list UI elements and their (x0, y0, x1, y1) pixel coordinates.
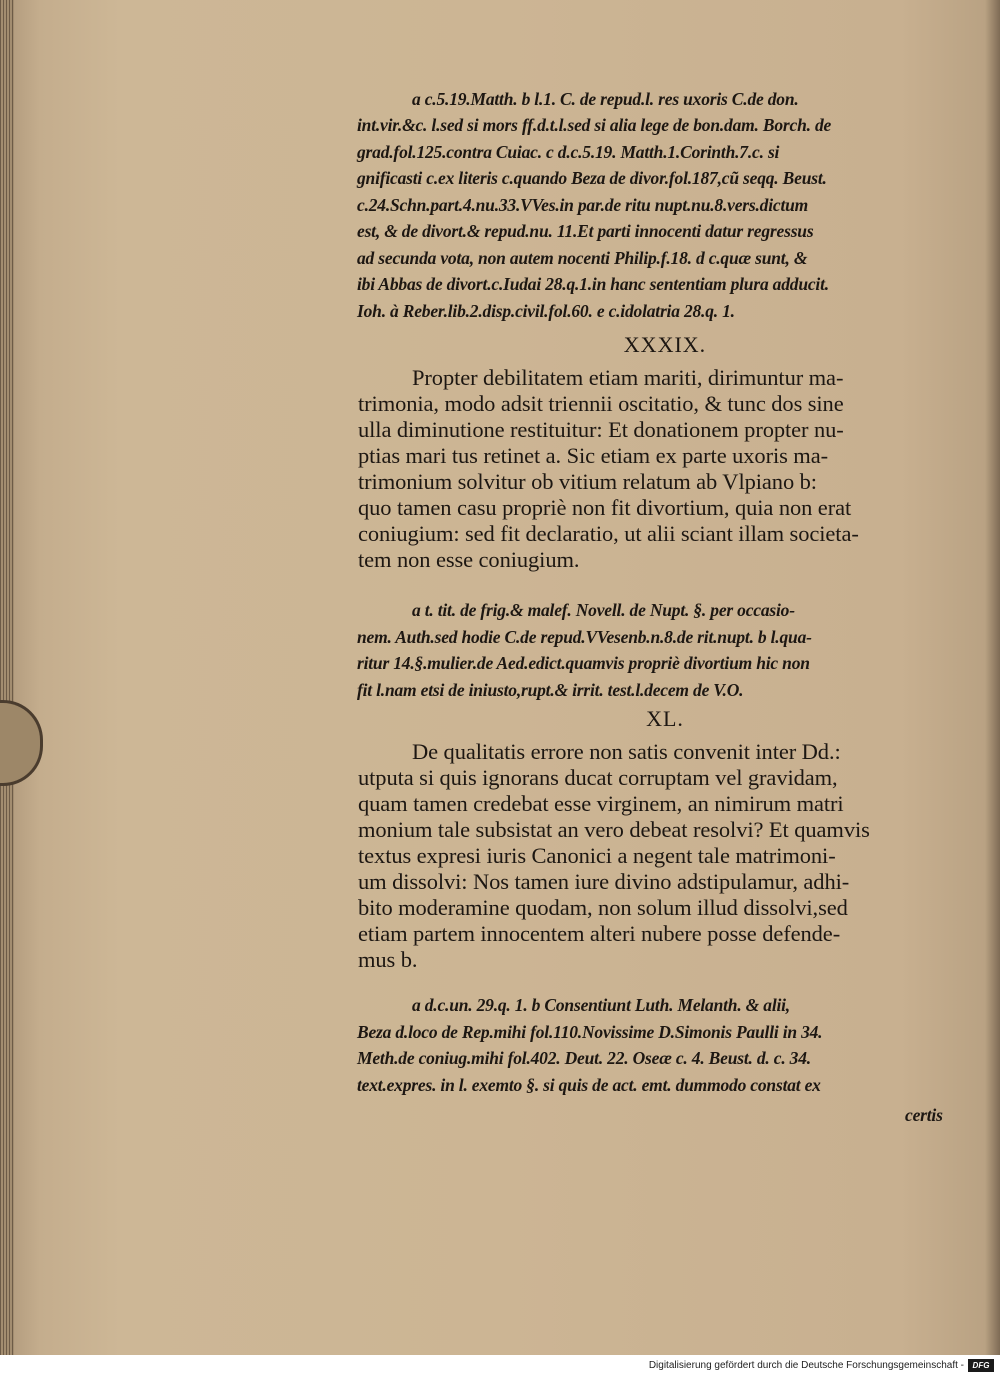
note-line: ritur 14.§.mulier.de Aed.edict.quamvis propriè divortium hic non (357, 653, 810, 673)
note-line: grad.fol.125.contra Cuiac. c d.c.5.19. Matth.1.Corinth.7.c. si (357, 142, 780, 162)
body-line: ptias mari tus retinet a. Sic etiam ex parte uxoris ma- (358, 443, 828, 468)
body-line: etiam partem innocentem alteri nubere posse defende- (358, 921, 841, 946)
body-line: tem non esse coniugium. (358, 547, 580, 572)
body-line: mus b. (358, 947, 418, 972)
note-line: text.expres. in l. exemto §. si quis de act. emt. dummodo constat ex (357, 1075, 821, 1095)
section-heading: XXXIX. (623, 332, 707, 357)
body-line: textus expresi iuris Canonici a negent tale matrimoni- (358, 843, 836, 868)
body-line: trimonium solvitur ob vitium relatum ab Vlpiano b: (358, 469, 817, 494)
note-line: est, & de divort.& repud.nu. 11.Et parti innocenti datur regressus (357, 221, 814, 241)
note-line: a d.c.un. 29.q. 1. b Consentiunt Luth. Melanth. & alii, (412, 995, 790, 1015)
book-page-edges (0, 0, 14, 1355)
dfg-logo-icon: DFG (968, 1359, 994, 1372)
note-line: ibi Abbas de divort.c.Iudai 28.q.1.in hanc sententiam plura adducit. (357, 274, 829, 294)
note-line: gnificasti c.ex literis c.quando Beza de divor.fol.187,cũ seqq. Beust. (357, 168, 827, 188)
body-line: ulla diminutione restituitur: Et donationem propter nu- (358, 417, 844, 442)
note-line: Meth.de coniug.mihi fol.402. Deut. 22. Oseæ c. 4. Beust. d. c. 34. (357, 1048, 811, 1068)
note-line: nem. Auth.sed hodie C.de repud.VVesenb.n.8.de rit.nupt. b l.qua- (357, 627, 812, 647)
note-line: a t. tit. de frig.& malef. Novell. de Nupt. §. per occasio- (412, 600, 795, 620)
body-line: De qualitatis errore non satis convenit inter Dd.: (412, 739, 841, 764)
section-heading: XL. (646, 706, 684, 731)
body-line: Propter debilitatem etiam mariti, dirimuntur ma- (412, 365, 844, 390)
note-line: int.vir.&c. l.sed si mors ff.d.t.l.sed si alia lege de bon.dam. Borch. de (357, 115, 832, 135)
book-clasp (0, 700, 43, 786)
note-line: ad secunda vota, non autem nocenti Philip.f.18. d c.quæ sunt, & (357, 248, 808, 268)
note-line: fit l.nam etsi de iniusto,rupt.& irrit. test.l.decem de V.O. (357, 680, 744, 700)
body-line: um dissolvi: Nos tamen iure divino adstipulamur, adhi- (358, 869, 850, 894)
body-line: coniugium: sed fit declaratio, ut alii sciant illam societa- (358, 521, 859, 546)
footer-credit: Digitalisierung gefördert durch die Deutsche Forschungsgemeinschaft - (648, 1360, 964, 1371)
body-line: quo tamen casu propriè non fit divortium, quia non erat (358, 495, 852, 520)
note-line: Beza d.loco de Rep.mihi fol.110.Novissime D.Simonis Paulli in 34. (357, 1022, 823, 1042)
digitization-footer (0, 1355, 1000, 1377)
body-line: utputa si quis ignorans ducat corruptam vel gravidam, (358, 765, 838, 790)
body-line: quam tamen credebat esse virginem, an nimirum matri (358, 791, 844, 816)
note-line: a c.5.19.Matth. b l.1. C. de repud.l. res uxoris C.de don. (412, 89, 799, 109)
note-line: c.24.Schn.part.4.nu.33.VVes.in par.de ritu nupt.nu.8.vers.dictum (357, 195, 809, 215)
body-line: bito moderamine quodam, non solum illud dissolvi,sed (358, 895, 848, 920)
body-line: trimonia, modo adsit triennii oscitatio, & tunc dos sine (358, 391, 844, 416)
body-line: monium tale subsistat an vero debeat resolvi? Et quamvis (358, 817, 870, 842)
note-line: Ioh. à Reber.lib.2.disp.civil.fol.60. e c.idolatria 28.q. 1. (357, 301, 735, 321)
catchword: certis (905, 1105, 943, 1125)
